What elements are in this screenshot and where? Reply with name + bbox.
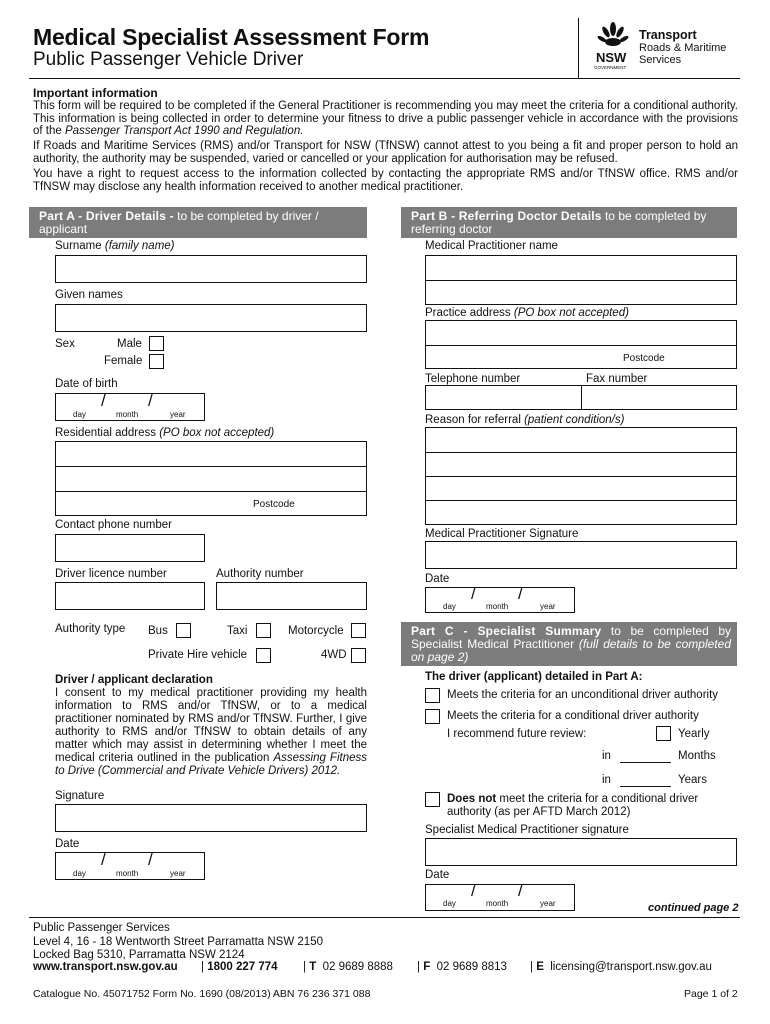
mp-date-field[interactable]	[425, 584, 575, 613]
given-names-label: Given names	[55, 289, 123, 301]
driver-detailed-heading: The driver (applicant) detailed in Part A:	[425, 671, 643, 683]
dob-month: month	[116, 410, 139, 419]
dob-label: Date of birth	[55, 378, 118, 390]
date-month: month	[116, 869, 139, 878]
surname-label: Surname (family name)	[55, 240, 175, 252]
dob-slash-1: /	[101, 391, 106, 410]
authority-number-field[interactable]	[216, 582, 367, 610]
specialist-signature-field[interactable]	[425, 838, 737, 866]
part-a-header: Part A - Driver Details - to be completed by driver / applicant	[29, 207, 367, 238]
phone-fax-divider	[581, 386, 582, 409]
mp-signature-field[interactable]	[425, 541, 737, 569]
male-label: Male	[117, 338, 142, 350]
logo-rms-line2: Services	[639, 54, 682, 66]
form-title: Medical Specialist Assessment Form	[33, 24, 430, 50]
part-c-header: Part C - Specialist Summary to be completed by Specialist Medical Practitioner (full details to be completed on page 2)	[401, 622, 737, 666]
logo-rms-line1: Roads & Maritime	[639, 42, 727, 54]
mp-signature-label: Medical Practitioner Signature	[425, 528, 579, 540]
logo-transport: Transport	[639, 28, 697, 42]
reason-line-3	[426, 500, 736, 501]
reason-line-1	[426, 452, 736, 453]
surname-field[interactable]	[55, 255, 367, 283]
contact-phone-field[interactable]	[55, 534, 205, 562]
female-label: Female	[104, 355, 143, 367]
mp-name-line	[426, 280, 736, 281]
practice-line	[426, 345, 736, 346]
phone-fax-field[interactable]	[425, 385, 737, 410]
signature-field[interactable]	[55, 804, 367, 832]
taxi-checkbox[interactable]	[256, 623, 271, 638]
authority-type-label: Authority type	[55, 623, 126, 635]
months-input[interactable]	[620, 762, 671, 763]
mp-name-label: Medical Practitioner name	[425, 240, 558, 252]
date-day: day	[73, 869, 86, 878]
specialist-date-year: year	[540, 899, 556, 908]
conditional-label: Meets the criteria for a conditional driver authority	[447, 710, 699, 722]
declaration-heading: Driver / applicant declaration	[55, 674, 213, 686]
important-paragraph-3: You have a right to request access to the information collected by contacting the appropriate RMS and/or TfNSW office. RMS and/or TfNSW may disclose any health information received to another medical practitioner.	[33, 168, 738, 193]
specialist-date-slash-1: /	[471, 881, 476, 900]
does-not-meet-checkbox[interactable]	[425, 792, 440, 807]
contact-phone-label: Contact phone number	[55, 519, 172, 531]
address-line-2	[56, 491, 366, 492]
conditional-checkbox[interactable]	[425, 709, 440, 724]
mp-date-label: Date	[425, 573, 450, 585]
future-review-label: I recommend future review:	[447, 728, 587, 740]
4wd-checkbox[interactable]	[351, 648, 366, 663]
important-paragraph-2: If Roads and Maritime Services (RMS) and/or Transport for NSW (TfNSW) cannot attest to you being a fit and proper person to hold an authority, the authority may be suspended, varied or cancelled or your application for authorisation may be refused.	[33, 140, 738, 165]
taxi-label: Taxi	[227, 625, 248, 637]
private-hire-label: Private Hire vehicle	[148, 649, 248, 661]
does-not-meet-label: Does not meet the criteria for a conditional driver authority (as per AFTD March 2012)	[447, 793, 699, 818]
reason-line-2	[426, 476, 736, 477]
date-year: year	[170, 869, 186, 878]
specialist-date-month: month	[486, 899, 509, 908]
footer-page-number: Page 1 of 2	[684, 988, 738, 1000]
specialist-date-label: Date	[425, 869, 450, 881]
motorcycle-label: Motorcycle	[288, 625, 344, 637]
footer-catalogue: Catalogue No. 45071752 Form No. 1690 (08/2013) ABN 76 236 371 088	[33, 988, 371, 1000]
fax-label: Fax number	[586, 373, 648, 385]
declaration-text: I consent to my medical practitioner providing my health information to RMS and/or TfNSW, or to a medical practitioner nominated by RMS and/or TfNSW. Further, I give authority to RMS and/or TfNSW to obtain details of any matter which may assist in determining whether I meet the medical criteria outlined in the publication Assessing Fitness to Drive (Commercial and Private Vehicle Drivers) 2012.	[55, 687, 367, 777]
footer-fax: | F 02 9689 8813	[417, 961, 507, 973]
years-in-label: in	[602, 774, 611, 786]
female-checkbox[interactable]	[149, 354, 164, 369]
specialist-date-field[interactable]	[425, 881, 575, 911]
years-input[interactable]	[620, 786, 671, 787]
practice-address-label: Practice address (PO box not accepted)	[425, 307, 629, 319]
practice-postcode-label: Postcode	[623, 353, 665, 364]
unconditional-checkbox[interactable]	[425, 688, 440, 703]
continued-note: continued page 2	[648, 902, 739, 914]
years-label: Years	[678, 774, 707, 786]
specialist-date-slash-2: /	[518, 881, 523, 900]
mp-date-slash-1: /	[471, 584, 476, 603]
waratah-icon	[597, 20, 629, 50]
mp-name-field[interactable]	[425, 255, 737, 305]
date-label: Date	[55, 838, 80, 850]
residential-address-label: Residential address (PO box not accepted)	[55, 427, 275, 439]
sex-label: Sex	[55, 338, 75, 350]
date-slash-2: /	[148, 850, 153, 869]
footer-telephone: | T 02 9689 8888	[303, 961, 393, 973]
dob-field[interactable]	[55, 393, 205, 421]
important-heading: Important information	[33, 86, 158, 100]
header-divider	[29, 78, 740, 79]
footer-address-1: Level 4, 16 - 18 Wentworth Street Parramatta NSW 2150	[33, 936, 323, 948]
residential-address-field[interactable]	[55, 441, 367, 516]
unconditional-label: Meets the criteria for an unconditional driver authority	[447, 689, 719, 701]
footer-website[interactable]: www.transport.nsw.gov.au	[33, 961, 178, 973]
authority-number-label: Authority number	[216, 568, 304, 580]
bus-checkbox[interactable]	[176, 623, 191, 638]
footer-email: | E licensing@transport.nsw.gov.au	[530, 961, 712, 973]
licence-number-label: Driver licence number	[55, 568, 167, 580]
given-names-field[interactable]	[55, 304, 367, 332]
telephone-label: Telephone number	[425, 373, 521, 385]
footer-org: Public Passenger Services	[33, 922, 170, 934]
mp-date-day: day	[443, 602, 456, 611]
reason-field[interactable]	[425, 427, 737, 525]
4wd-label: 4WD	[321, 649, 347, 661]
private-hire-checkbox[interactable]	[256, 648, 271, 663]
logo-nsw: NSW	[596, 50, 627, 65]
postcode-label: Postcode	[253, 499, 295, 510]
logo-government: GOVERNMENT	[594, 65, 627, 70]
mp-date-year: year	[540, 602, 556, 611]
yearly-checkbox[interactable]	[656, 726, 671, 741]
specialist-date-day: day	[443, 899, 456, 908]
licence-number-field[interactable]	[55, 582, 205, 610]
dob-year: year	[170, 410, 186, 419]
specialist-signature-label: Specialist Medical Practitioner signature	[425, 824, 629, 836]
date-field[interactable]	[55, 852, 205, 880]
date-slash-1: /	[101, 850, 106, 869]
form-subtitle: Public Passenger Vehicle Driver	[33, 49, 304, 70]
important-paragraph-1: This form will be required to be completed if the General Practitioner is recommending you may meet the criteria for a conditional authority. This information is being collected in order to determine your fitness to drive a public passenger vehicle in accordance with the provisions of the Passenger Transport Act 1990 and Regulation.	[33, 100, 738, 138]
address-line-1	[56, 466, 366, 467]
practice-address-field[interactable]	[425, 320, 737, 369]
dob-day: day	[73, 410, 86, 419]
months-in-label: in	[602, 750, 611, 762]
signature-label: Signature	[55, 790, 105, 802]
footer-divider	[29, 917, 740, 918]
male-checkbox[interactable]	[149, 336, 164, 351]
months-label: Months	[678, 750, 716, 762]
motorcycle-checkbox[interactable]	[351, 623, 366, 638]
reason-label: Reason for referral (patient condition/s)	[425, 414, 625, 426]
footer-address-2: Locked Bag 5310, Parramatta NSW 2124	[33, 949, 245, 961]
mp-date-slash-2: /	[518, 584, 523, 603]
part-b-header: Part B - Referring Doctor Details to be completed by referring doctor	[401, 207, 737, 238]
yearly-label: Yearly	[678, 728, 710, 740]
bus-label: Bus	[148, 625, 168, 637]
footer-phone: | 1800 227 774	[201, 961, 278, 973]
mp-date-month: month	[486, 602, 509, 611]
nsw-transport-logo	[578, 18, 741, 78]
dob-slash-2: /	[148, 391, 153, 410]
